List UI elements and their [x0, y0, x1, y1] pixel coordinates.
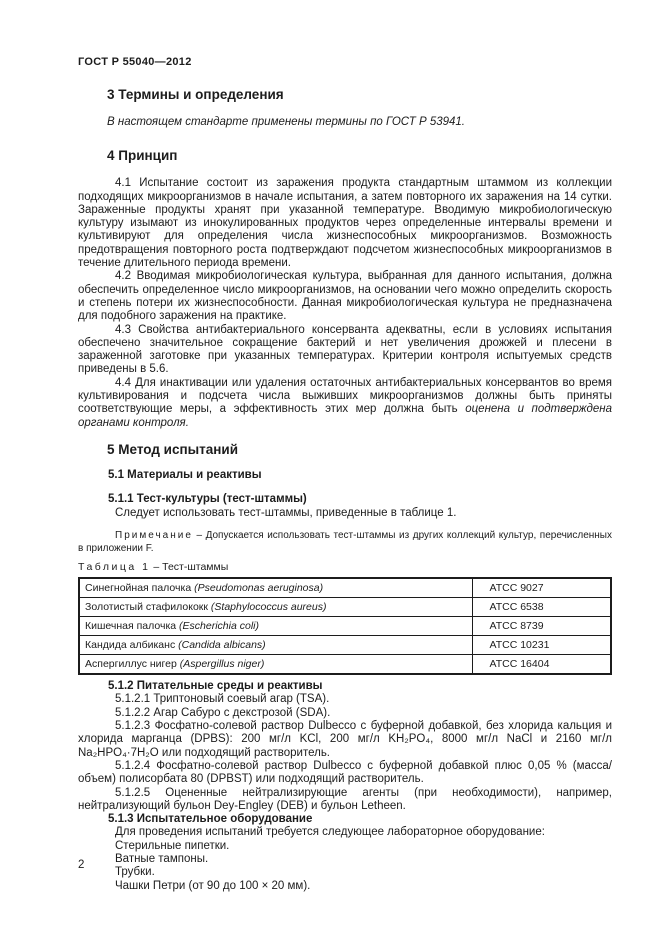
note-label: Примечание [115, 529, 193, 541]
strain-name-ru: Синегнойная палочка [85, 582, 192, 595]
equipment-item: Трубки. [115, 866, 155, 879]
table-row [79, 655, 611, 675]
table-row [79, 617, 611, 636]
paragraph-4-4-main: 4.4 Для инактивации или удаления остаточных антибактериальных консервантов во время культивирования и подсчета числа выживших микроорганизмов должны быть приняты соответствующие меры, а эффективность этих мер должна быть [78, 376, 612, 416]
table-row [79, 578, 611, 598]
note-text: – Допускается использовать тест-штаммы из других коллекций культур, перечисленных в приложении F. [78, 529, 612, 554]
strain-name-cell [79, 617, 472, 636]
strain-code-cell: ATCC 6538 [472, 598, 611, 617]
strain-name-cell [79, 578, 472, 598]
strain-name-ru: Кишечная палочка [85, 620, 177, 633]
strain-name-latin: (Candida albicans) [178, 639, 266, 652]
paragraph-5-1-3-intro: Для проведения испытаний требуется следующее лабораторное оборудование: [115, 826, 545, 839]
subsection-5-1-1-title: 5.1.1 Тест-культуры (тест-штаммы) [108, 493, 307, 506]
test-strains-table [78, 577, 612, 675]
strain-name-ru: Золотистый стафилококк [85, 601, 208, 614]
paragraph-4-3: 4.3 Свойства антибактериального консерванта адекватны, если в условиях испытания обеспечено значительное сокращение бактерий и нет увеличения дрожжей и плесени в зараженной заготовке при указанных температурах. Критерии контроля испытуемых средств приведены в 5.6. [78, 323, 612, 376]
paragraph-5-1-2-4: 5.1.2.4 Фосфатно-солевой раствор Dulbecco с буферной добавкой плюс 0,05 % (масса/объем) полисорбата 80 (DPBST) или подходящий растворитель. [78, 759, 612, 786]
subsection-5-1-2-title: 5.1.2 Питательные среды и реактивы [108, 680, 323, 693]
equipment-item: Чашки Петри (от 90 до 100 × 20 мм). [115, 879, 311, 892]
strain-code-cell: ATCC 10231 [472, 636, 611, 655]
paragraph-4-1: 4.1 Испытание состоит из заражения продукта стандартным штаммом из коллекции подходящих микроорганизмов в начале испытания, а затем повторного их заражения на 14 сутки. Зараженные продукты хранят при указанной температуре. Вводимую микробиологическую культуру изымают из инокулированных продуктов через определенные интервалы времени и культивируют для определения числа жизнеспособных микроорганизмов. Возможность предотвращения повторного роста подтверждают подсчетом жизнеспособных микроорганизмов в течение длительного периода времени. [78, 177, 612, 270]
paragraph-5-1-2-2: 5.1.2.2 Агар Сабуро с декстрозой (SDA). [115, 706, 331, 719]
table-row [79, 636, 611, 655]
strain-name-latin: (Escherichia coli) [179, 620, 259, 633]
equipment-item: Ватные тампоны. [115, 852, 209, 865]
section-3-title: 3 Термины и определения [107, 87, 284, 102]
strain-name-latin: (Aspergillus niger) [179, 658, 265, 671]
paragraph-5-1-2-3: 5.1.2.3 Фосфатно-солевой раствор Dulbecco с буферной добавкой, без хлорида кальция и хлорида марганца (DPBS): 200 мг/л KCl, 200 мг/л KH₂PO₄, 8000 мг/л NaCl и 2160 мг/л Na₂HPO₄·7H₂O или подходящий растворитель. [78, 720, 612, 759]
paragraph-4-4-italic: оценена и подтверждена органами контроля. [78, 403, 613, 429]
strain-name-cell [79, 636, 472, 655]
page-number: 2 [78, 859, 85, 871]
paragraph-5-1-2-1: 5.1.2.1 Триптоновый соевый агар (TSA). [115, 693, 330, 706]
section-4-title: 4 Принцип [107, 148, 178, 164]
paragraph-5-1-2-5: 5.1.2.5 Оцененные нейтрализирующие агенты (при необходимости), например, нейтрализующий бульон Dey-Engley (DEB) и бульон Letheen. [78, 786, 612, 812]
page-content [78, 56, 612, 893]
strain-name-cell [79, 655, 472, 675]
paragraph-4-2: 4.2 Вводимая микробиологическая культура, выбранная для данного испытания, должна обеспечить определенное число микроорганизмов, на основании чего можно определить скорость и степень потери их жизнеспособности. Данная микробиологическая культура не предназначена для подобного заражения на практике. [78, 270, 612, 323]
doc-header-code: ГОСТ Р 55040—2012 [78, 56, 192, 68]
strain-name-latin: (Pseudomonas aeruginosa) [194, 582, 324, 595]
strain-name-latin: (Staphylococcus aureus) [210, 601, 327, 614]
table-row [79, 598, 611, 617]
strain-code-cell: ATCC 9027 [472, 578, 611, 598]
table-caption [78, 561, 612, 574]
strain-code-cell: ATCC 16404 [472, 655, 611, 675]
subsection-5-1-3-title: 5.1.3 Испытательное оборудование [108, 813, 313, 826]
subsection-5-1-title: 5.1 Материалы и реактивы [108, 468, 262, 481]
section-3-intro: В настоящем стандарте применены термины по ГОСТ Р 53941. [107, 116, 465, 128]
note-block [78, 529, 612, 555]
equipment-item: Стерильные пипетки. [115, 839, 230, 852]
table-caption-title: – Тест-штаммы [153, 560, 229, 573]
section-5-title: 5 Метод испытаний [107, 441, 239, 457]
paragraph-5-1-1-body: Следует использовать тест-штаммы, приведенные в таблице 1. [115, 506, 457, 519]
strain-code-cell: ATCC 8739 [472, 617, 611, 636]
table-caption-label: Таблица 1 [78, 560, 151, 573]
strain-name-ru: Кандида албиканс [85, 639, 176, 652]
strain-name-cell [79, 598, 472, 617]
strain-name-ru: Аспергиллус нигер [85, 658, 177, 671]
paragraph-4-4 [78, 377, 612, 430]
